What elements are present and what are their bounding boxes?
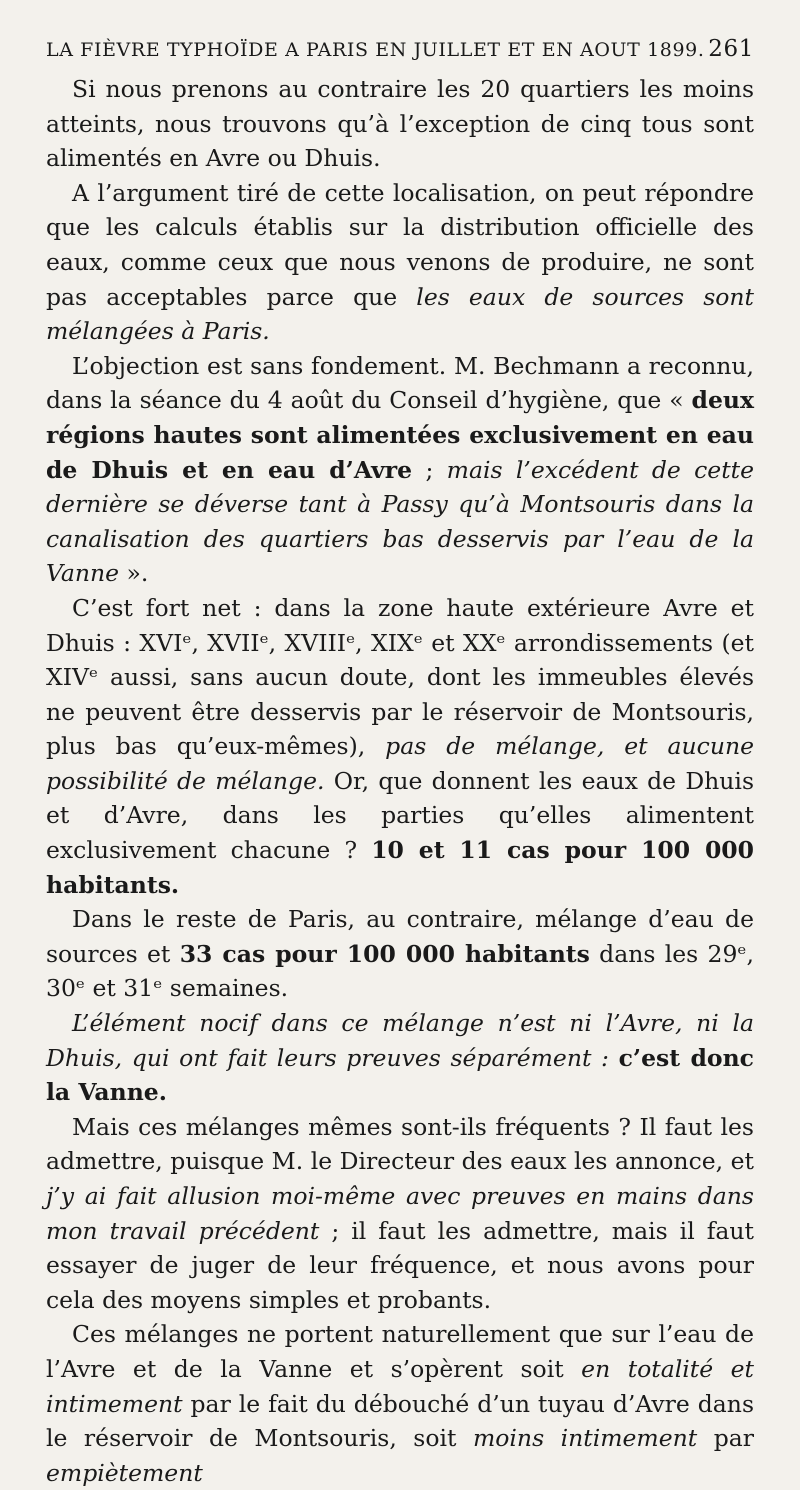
bold-text: 10 et 11 cas pour 100 000 habitants. (46, 836, 754, 899)
body-text (46, 72, 754, 1490)
paragraph (46, 1317, 754, 1490)
running-title: LA FIÈVRE TYPHOÏDE A PARIS EN JUILLET ET EN AOUT 1899. (46, 39, 705, 61)
text-run: par (697, 1424, 754, 1453)
italic-text: pas de mélange, et aucune possibilité de mélange. (46, 732, 755, 795)
text-run: Si nous prenons au contraire les 20 quartiers les moins atteints, nous trouvons qu’à l’exception de cinq tous sont alimentés en Avre ou Dhuis. (46, 75, 754, 173)
text-run: ; il faut les admettre, mais il faut essayer de juger de leur fréquence, et nous avons pour cela des moyens simples et probants. (46, 1216, 754, 1314)
text-run (609, 1044, 619, 1072)
paragraph (46, 591, 754, 902)
bold-text: deux régions hautes sont alimentées exclusivement en eau de Dhuis et en eau d’Avre (46, 386, 754, 484)
paragraph (46, 349, 754, 591)
paragraph (46, 72, 754, 176)
page-number: 261 (708, 36, 754, 62)
text-run: Dans le reste de Paris, au contraire, mélange d’eau de sources et (46, 905, 754, 968)
italic-text: mais l’excédent de cette dernière se déverse tant à Passy qu’à Montsouris dans la canalisation des quartiers bas desservis par l’eau de la Vanne (46, 455, 754, 588)
text-run: Or, que donnent les eaux de Dhuis et d’Avre, dans les parties qu’elles alimentent exclusivement chacune ? (46, 766, 755, 865)
paragraph (46, 902, 754, 1006)
paragraph (46, 1006, 754, 1110)
bold-text: 33 cas pour 100 000 habitants (179, 939, 590, 968)
text-run: ; (412, 455, 447, 484)
italic-text: moins intimement (472, 1424, 698, 1453)
text-run: Ces mélanges ne portent naturellement que sur l’eau de l’Avre et de la Vanne et s’opèrent soit (46, 1320, 754, 1383)
text-run: L’objection est sans fondement. M. Bechmann a reconnu, dans la séance du 4 août du Conseil d’hygiène, que « (46, 351, 754, 415)
italic-text: empiètement (46, 1458, 203, 1487)
text-run: ». (119, 559, 149, 588)
text-run: dans les 29ᵉ, 30ᵉ et 31ᵉ semaines. (46, 939, 755, 1003)
italic-text: les eaux de sources sont mélangées à Paris. (46, 282, 754, 346)
paragraph (46, 176, 754, 349)
text-run: par le fait du débouché d’un tuyau d’Avre dans le réservoir de Montsouris, soit (46, 1389, 754, 1453)
italic-text: en totalité et intimement (46, 1354, 754, 1418)
italic-text: L’élément nocif dans ce mélange n’est ni l’Avre, ni la Dhuis, qui ont fait leurs preuves séparément : (46, 1009, 754, 1072)
paragraph (46, 1110, 754, 1318)
text-run: Mais ces mélanges mêmes sont-ils fréquents ? Il faut les admettre, puisque M. le Directeur des eaux les annonce, et (46, 1112, 754, 1176)
bold-text: c’est donc la Vanne. (46, 1043, 754, 1107)
italic-text: j’y ai fait allusion moi-même avec preuves en mains dans mon travail précédent (46, 1182, 754, 1245)
running-header (46, 36, 754, 62)
text-run: A l’argument tiré de cette localisation, on peut répondre que les calculs établis sur la distribution officielle des eaux, comme ceux que nous venons de produire, ne sont pas acceptables parce que (46, 178, 754, 311)
text-run: C’est fort net : dans la zone haute extérieure Avre et Dhuis : XVIᵉ, XVIIᵉ, XVIIIᵉ, XIXᵉ et XXᵉ arrondissements (et XIVᵉ aussi, sans aucun doute, dont les immeubles élevés ne peuvent être desservis par le réservoir de Montsouris, plus bas qu’eux-mêmes), (46, 593, 754, 761)
